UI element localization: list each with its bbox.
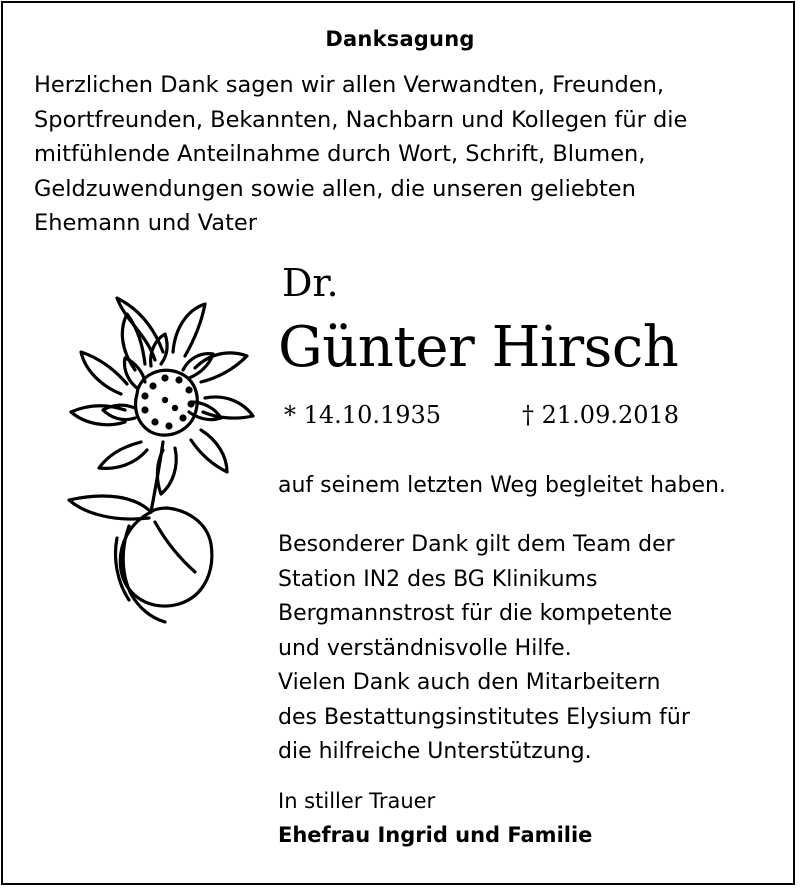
thanks-line: die hilfreiche Unterstützung. [278,739,592,764]
thanks-line: und verständnisvolle Hilfe. [278,635,572,661]
thanks-line: Bergmannstrost für die kompetente [278,601,673,626]
final-way-text: auf seinem letzten Weg begleitet haben. [278,473,726,498]
thanks-line: Station IN2 des BG Klinikums [278,566,598,592]
intro-text [34,68,784,241]
notice-heading: Danksagung [325,27,475,51]
family-signature: Ehefrau Ingrid und Familie [278,823,593,847]
thanks-line: des Bestattungsinstitutes Elysium für [278,704,690,730]
intro-line: Ehemann und Vater [34,210,258,236]
intro-line: Sportfreunden, Bekannten, Nachbarn und Kollegen für die [34,106,688,133]
thanks-line: Besonderer Dank gilt dem Team der [278,532,675,557]
intro-line: Geldzuwendungen sowie allen, die unseren geliebten [34,175,636,202]
death-date: † 21.09.2018 [522,401,680,429]
intro-line: mitfühlende Anteilnahme durch Wort, Schrift, Blumen, [34,141,646,167]
sunflower-icon [55,290,255,630]
thanks-line: Vielen Dank auch den Mitarbeitern [278,670,661,695]
deceased-title: Dr. [282,261,339,305]
mourning-line: In stiller Trauer [278,789,436,813]
birth-date: * 14.10.1935 [284,401,442,429]
special-thanks-text [278,528,690,770]
intro-line: Herzlichen Dank sagen wir allen Verwandten, Freunden, [34,72,665,98]
deceased-name: Günter Hirsch [278,315,679,380]
